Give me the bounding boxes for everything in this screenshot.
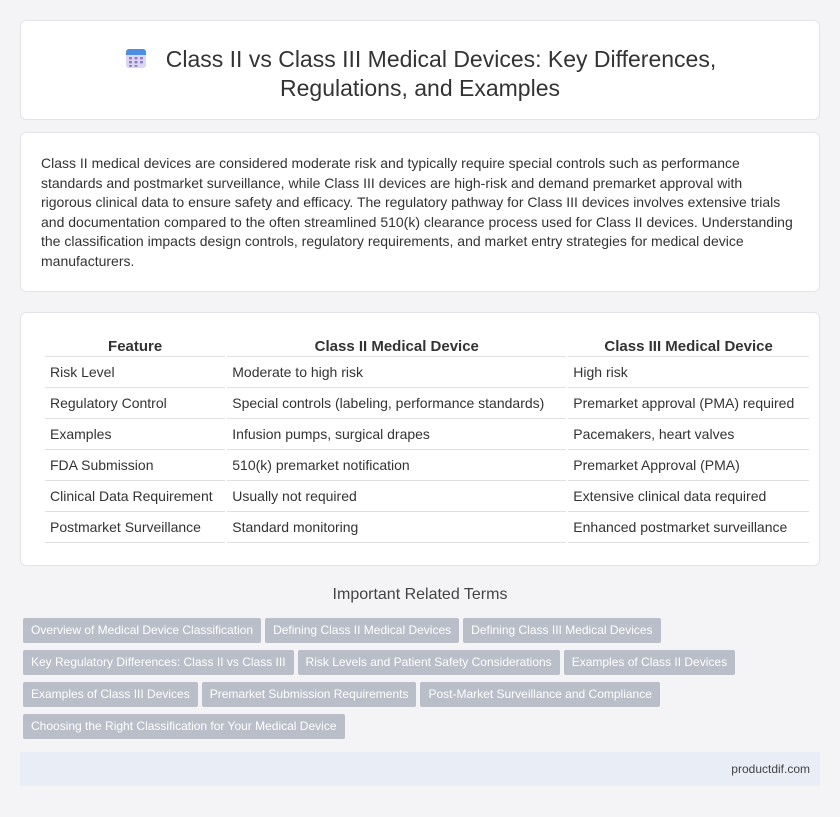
related-term-link[interactable]: Defining Class III Medical Devices bbox=[463, 618, 660, 643]
table-cell: Regulatory Control bbox=[45, 388, 225, 419]
comparison-table bbox=[43, 334, 811, 543]
table-cell: 510(k) premarket notification bbox=[227, 450, 566, 481]
table-header-row bbox=[45, 334, 809, 357]
related-term-link[interactable]: Examples of Class III Devices bbox=[23, 682, 198, 707]
table-cell: Standard monitoring bbox=[227, 512, 566, 543]
intro-card bbox=[20, 132, 820, 292]
column-header-feature: Feature bbox=[45, 334, 225, 357]
page-title-wrap bbox=[61, 45, 779, 103]
related-term-link[interactable]: Overview of Medical Device Classification bbox=[23, 618, 261, 643]
related-term-link[interactable]: Examples of Class II Devices bbox=[564, 650, 735, 675]
related-term-link[interactable]: Premarket Submission Requirements bbox=[202, 682, 417, 707]
table-cell: Usually not required bbox=[227, 481, 566, 512]
table-cell: Premarket Approval (PMA) bbox=[568, 450, 809, 481]
table-cell: Clinical Data Requirement bbox=[45, 481, 225, 512]
table-cell: Infusion pumps, surgical drapes bbox=[227, 419, 566, 450]
comparison-table-card bbox=[20, 312, 820, 566]
table-cell: Enhanced postmarket surveillance bbox=[568, 512, 809, 543]
table-row bbox=[45, 388, 809, 419]
footer bbox=[20, 752, 820, 786]
table-cell: Extensive clinical data required bbox=[568, 481, 809, 512]
table-cell: Pacemakers, heart valves bbox=[568, 419, 809, 450]
table-cell: Special controls (labeling, performance standards) bbox=[227, 388, 566, 419]
related-term-link[interactable]: Risk Levels and Patient Safety Considerations bbox=[298, 650, 560, 675]
table-cell: Moderate to high risk bbox=[227, 357, 566, 388]
table-row bbox=[45, 512, 809, 543]
related-term-link[interactable]: Choosing the Right Classification for Your Medical Device bbox=[23, 714, 345, 739]
related-term-link[interactable]: Key Regulatory Differences: Class II vs Class III bbox=[23, 650, 294, 675]
related-terms-title: Important Related Terms bbox=[332, 586, 508, 603]
table-cell: Risk Level bbox=[45, 357, 225, 388]
page-title: Class II vs Class III Medical Devices: Key Differences, Regulations, and Examples bbox=[165, 46, 717, 101]
header-card bbox=[20, 20, 820, 120]
table-row bbox=[45, 357, 809, 388]
related-term-link[interactable]: Defining Class II Medical Devices bbox=[265, 618, 459, 643]
table-row bbox=[45, 450, 809, 481]
table-cell: Postmarket Surveillance bbox=[45, 512, 225, 543]
related-terms-list bbox=[23, 618, 823, 746]
table-cell: Premarket approval (PMA) required bbox=[568, 388, 809, 419]
calendar-icon bbox=[124, 46, 148, 70]
intro-paragraph: Class II medical devices are considered moderate risk and typically require special controls such as performance standards and postmarket surveillance, while Class III devices are high-risk and demand premarket approval with rigorous clinical data to ensure safety and efficacy. The regulatory pathway for Class III devices involves extensive trials and documentation compared to the often streamlined 510(k) clearance process used for Class II devices. Understanding the classification impacts design controls, regulatory requirements, and market entry strategies for medical device manufacturers. bbox=[41, 155, 793, 269]
column-header-class-ii: Class II Medical Device bbox=[227, 334, 566, 357]
table-row bbox=[45, 481, 809, 512]
column-header-class-iii: Class III Medical Device bbox=[568, 334, 809, 357]
footer-site-name: productdif.com bbox=[731, 762, 810, 776]
related-term-link[interactable]: Post-Market Surveillance and Compliance bbox=[420, 682, 659, 707]
table-cell: FDA Submission bbox=[45, 450, 225, 481]
table-row bbox=[45, 419, 809, 450]
table-cell: Examples bbox=[45, 419, 225, 450]
table-cell: High risk bbox=[568, 357, 809, 388]
